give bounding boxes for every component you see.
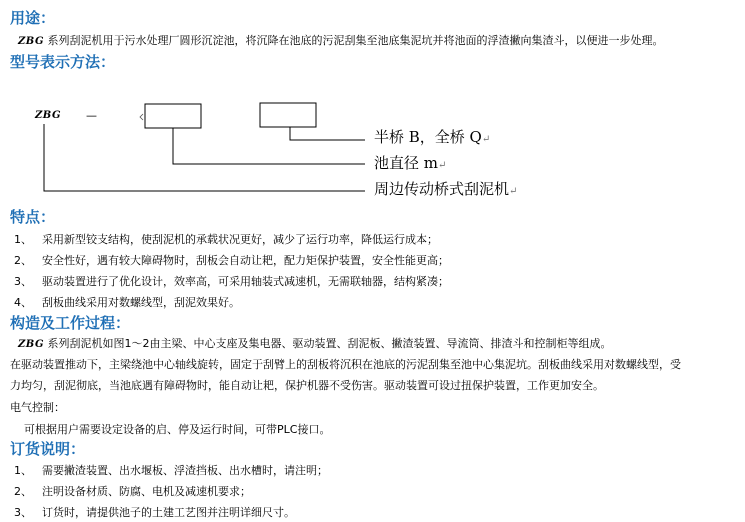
features-item-3: 3、 驱动装置进行了优化设计，效率高，可采用轴装式减速机，无需联轴器，结构紧凑； <box>14 275 449 288</box>
model-diagram-dash: — <box>86 109 97 122</box>
arrow-mark <box>140 114 143 120</box>
features-item-1: 1、 采用新型铰支结构，使刮泥机的承载状况更好，减少了运行功率，降低运行成本； <box>14 233 438 246</box>
features-item-4: 4、 刮板曲线采用对数螺线型，刮泥效果好。 <box>14 296 240 309</box>
label-drive-type: 周边传动桥式刮泥机↵ <box>374 180 518 198</box>
usage-text: 系列刮泥机用于污水处理厂圆形沉淀池，将沉降在池底的污泥刮集至池底集泥坑并将池面的浮渣撇向集渣斗，以便进一步处理。 <box>47 34 664 47</box>
model-code: ZBG <box>18 36 44 47</box>
structure-line-1: ZBG 系列刮泥机如图1～2由主梁、中心支座及集电器、驱动装置、刮泥板、撇渣装置、导流筒、排渣斗和控制柜等组成。 <box>18 337 612 350</box>
order-item-2: 2、 注明设备材质、防腐、电机及减速机要求； <box>14 485 251 498</box>
electric-control-label: 电气控制： <box>10 401 65 414</box>
bridge-connector <box>290 127 365 140</box>
structure-heading: 构造及工作过程： <box>10 314 131 332</box>
structure-line-2: 在驱动装置推动下，主梁绕池中心轴线旋转，固定于刮臂上的刮板将沉积在池底的污泥刮集至池中心集泥坑。刮板曲线采用对数螺线型，受 <box>10 358 681 371</box>
diameter-connector <box>173 128 365 164</box>
bridge-type-box <box>260 103 316 127</box>
label-bridge-type: 半桥 B，全桥 Q↵ <box>374 128 491 146</box>
label-diameter: 池直径 m↵ <box>374 154 447 172</box>
model-heading: 型号表示方法： <box>10 53 116 71</box>
electric-control-text: 可根据用户需要设定设备的启、停及运行时间，可带PLC接口。 <box>24 423 331 436</box>
features-item-2: 2、 安全性好，遇有较大障碍物时，刮板会自动让耙，配力矩保护装置，安全性能更高； <box>14 254 449 267</box>
usage-heading: 用途： <box>10 9 56 27</box>
features-heading: 特点： <box>10 208 56 226</box>
structure-line-3: 力均匀，刮泥彻底，当池底遇有障碍物时，能自动让耙，保护机器不受伤害。驱动装置可设过扭保护装置，工作更加安全。 <box>10 379 604 392</box>
diameter-box <box>145 104 201 128</box>
order-item-1: 1、 需要撇渣装置、出水堰板、浮渣挡板、出水槽时，请注明； <box>14 464 328 477</box>
model-diagram-code: ZBG <box>35 110 61 121</box>
drive-connector <box>44 124 365 191</box>
order-heading: 订货说明： <box>10 440 86 458</box>
order-item-3: 3、 订货时，请提供池子的土建工艺图并注明详细尺寸。 <box>14 506 295 519</box>
